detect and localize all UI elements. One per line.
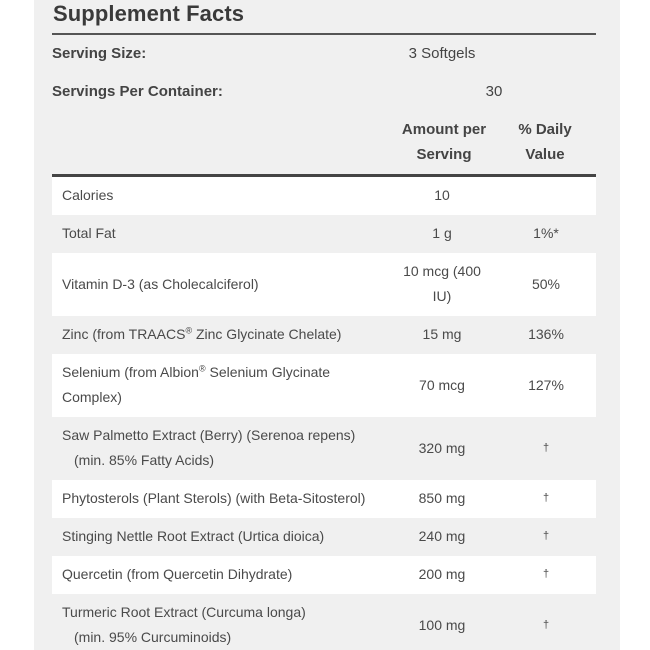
nutrient-amount: 10 mcg (400 IU)	[403, 263, 481, 304]
table-row	[52, 518, 596, 556]
registered-mark: ®	[185, 325, 193, 336]
nutrient-amount: 100 mg	[418, 617, 466, 633]
serving-size-label: Serving Size:	[52, 45, 147, 62]
servings-per-container-row	[52, 77, 596, 107]
nutrient-amount: 1 g	[432, 225, 452, 241]
table-row	[52, 316, 596, 354]
registered-mark: ®	[198, 363, 206, 374]
nutrient-daily-value: †	[542, 530, 550, 542]
nutrient-name: Calories	[62, 187, 114, 203]
servings-per-container-label: Servings Per Container:	[52, 83, 223, 100]
nutrient-name: Phytosterols (Plant Sterols) (with Beta-Sitosterol)	[62, 490, 366, 506]
table-row	[52, 417, 596, 480]
top-divider	[52, 33, 596, 35]
nutrient-name: Turmeric Root Extract (Curcuma longa) (min. 95% Curcuminoids)	[62, 604, 306, 645]
nutrient-daily-value: †	[542, 619, 550, 631]
servings-per-container-value: 30	[485, 83, 503, 100]
nutrient-name: Vitamin D-3 (as Cholecalciferol)	[62, 276, 259, 292]
nutrient-amount: 15 mg	[422, 326, 462, 342]
page-title: Supplement Facts	[53, 1, 245, 26]
serving-size-row	[52, 39, 596, 69]
nutrient-daily-value: †	[542, 568, 550, 580]
serving-size-value: 3 Softgels	[408, 45, 476, 62]
nutrient-name: Selenium (from Albion® Selenium Glycinate Complex)	[62, 363, 331, 405]
table-row	[52, 253, 596, 316]
nutrient-daily-value: 50%	[531, 276, 561, 292]
nutrient-amount: 320 mg	[418, 440, 466, 456]
table-row	[52, 480, 596, 518]
nutrient-daily-value: 1%*	[533, 225, 559, 241]
table-row	[52, 215, 596, 253]
table-row	[52, 594, 596, 650]
nutrient-daily-value: †	[542, 442, 550, 454]
nutrient-amount: 70 mcg	[419, 377, 465, 393]
table-row	[52, 556, 596, 594]
nutrient-daily-value: 136%	[528, 326, 564, 342]
table-row	[52, 354, 596, 417]
nutrient-amount: 200 mg	[418, 566, 466, 582]
nutrient-name: Quercetin (from Quercetin Dihydrate)	[62, 566, 293, 582]
table-row	[52, 177, 596, 215]
nutrient-name: Zinc (from TRAACS® Zinc Glycinate Chelate)	[62, 325, 342, 342]
nutrient-amount: 10	[434, 187, 450, 203]
nutrient-daily-value: 127%	[528, 377, 564, 393]
nutrient-name: Stinging Nettle Root Extract (Urtica dioica)	[62, 528, 325, 544]
supplement-facts-panel	[34, 0, 620, 650]
nutrient-daily-value: †	[542, 492, 550, 504]
nutrient-amount: 850 mg	[418, 490, 466, 506]
nutrient-name: Saw Palmetto Extract (Berry) (Serenoa repens) (min. 85% Fatty Acids)	[62, 427, 356, 468]
daily-value-column-header: % Daily Value	[518, 121, 572, 163]
nutrient-amount: 240 mg	[418, 528, 466, 544]
nutrient-name: Total Fat	[62, 225, 116, 241]
amount-column-header: Amount per Serving	[401, 121, 487, 163]
